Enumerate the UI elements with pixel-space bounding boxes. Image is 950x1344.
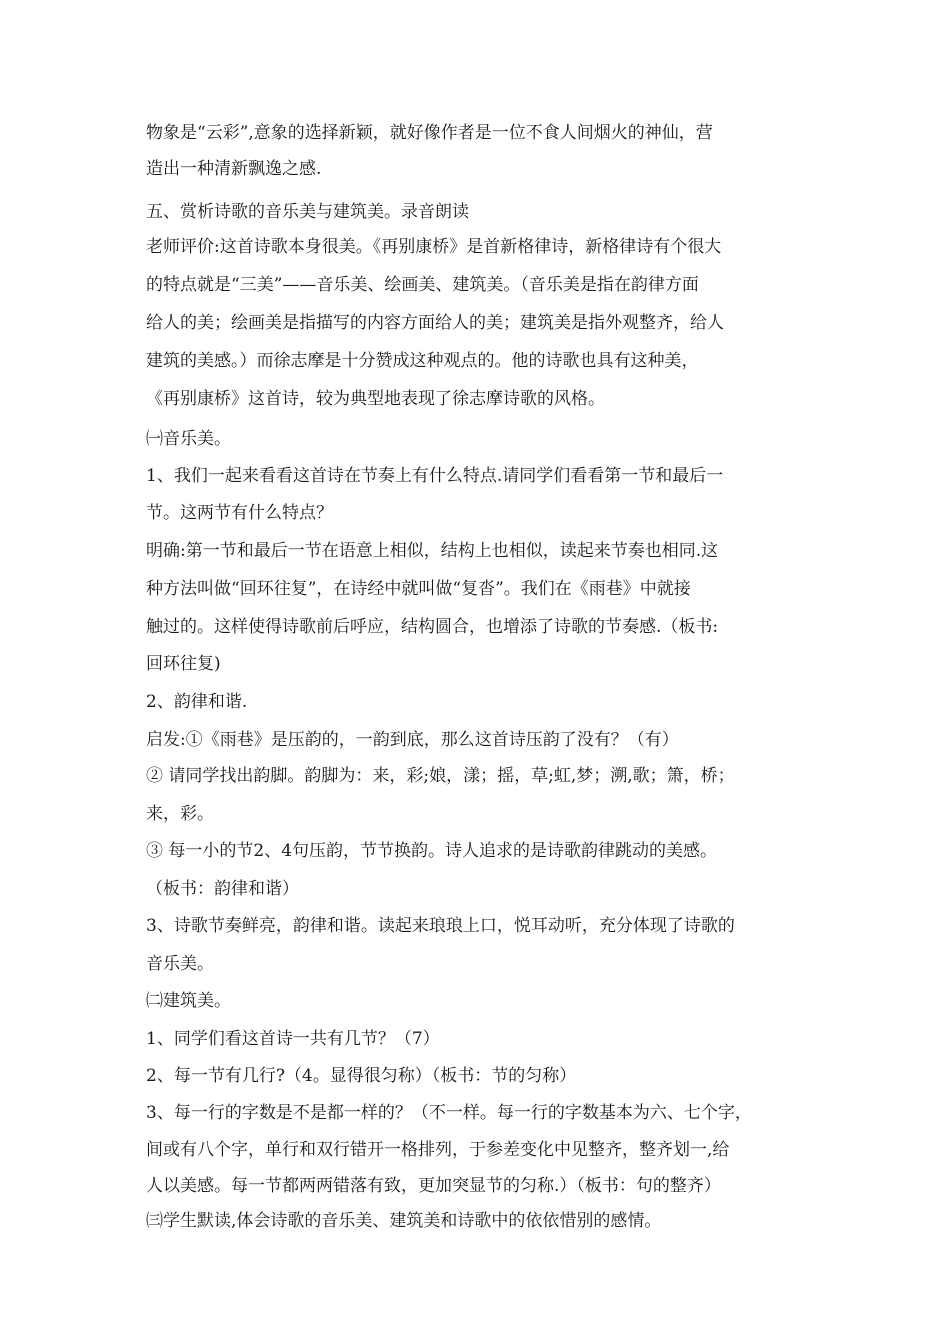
text-line: 来，彩。 [146,804,214,824]
subsection-heading: ㈠音乐美。 [146,429,231,449]
text-line: 2、每一节有几行?（4。显得很匀称）（板书：节的匀称） [146,1066,577,1086]
text-line: 启发:①《雨巷》是压韵的，一韵到底，那么这首诗压韵了没有？（有） [146,730,679,750]
text-line: 3、每一行的字数是不是都一样的？（不一样。每一行的字数基本为六、七个字， [146,1103,752,1123]
text-line: ② 请同学找出韵脚。韵脚为：来，彩;娘，漾；摇，草;虹,梦；溯,歌；箫，桥； [146,766,735,786]
text-line: 音乐美。 [146,954,214,974]
text-line: ③ 每一小的节2、4句压韵，节节换韵。诗人追求的是诗歌韵律跳动的美感。 [146,841,718,861]
text-line: 的特点就是“三美”——音乐美、绘画美、建筑美。（音乐美是指在韵律方面 [146,275,699,295]
text-line: （板书：韵律和谐） [146,879,299,899]
text-line: 《再别康桥》这首诗，较为典型地表现了徐志摩诗歌的风格。 [146,389,605,409]
section-heading: 五、赏析诗歌的音乐美与建筑美。录音朗读 [146,202,469,222]
text-line: 1、同学们看这首诗一共有几节？（7） [146,1029,440,1049]
text-line: 回环往复) [146,654,221,674]
text-line: 老师评价:这首诗歌本身很美。《再别康桥》是首新格律诗，新格律诗有个很大 [146,237,722,257]
text-line: 1、我们一起来看看这首诗在节奏上有什么特点.请同学们看看第一节和最后一 [146,466,724,486]
text-line: 造出一种清新飘逸之感. [146,159,322,179]
text-line: 3、诗歌节奏鲜亮，韵律和谐。读起来琅琅上口，悦耳动听，充分体现了诗歌的 [146,916,735,936]
text-line: 种方法叫做“回环往复”，在诗经中就叫做“复沓”。我们在《雨巷》中就接 [146,579,691,599]
subsection-heading: ㈢学生默读,体会诗歌的音乐美、建筑美和诗歌中的依依惜别的感情。 [146,1211,662,1231]
text-line: 触过的。这样使得诗歌前后呼应，结构圆合，也增添了诗歌的节奏感.（板书: [146,617,719,637]
text-line: 建筑的美感。）而徐志摩是十分赞成这种观点的。他的诗歌也具有这种美， [146,351,699,371]
text-line: 2、韵律和谐. [146,692,248,712]
text-line: 物象是“云彩”,意象的选择新颖，就好像作者是一位不食人间烟火的神仙，营 [146,123,713,143]
text-line: 间或有八个字，单行和双行错开一格排列，于参差变化中见整齐，整齐划一,给 [146,1140,730,1160]
text-line: 人以美感。每一节都两两错落有致，更加突显节的匀称.）（板书：句的整齐） [146,1176,721,1196]
text-line: 节。这两节有什么特点？ [146,503,333,523]
text-line: 明确:第一节和最后一节在语意上相似，结构上也相似，读起来节奏也相同.这 [146,541,719,561]
subsection-heading: ㈡建筑美。 [146,991,231,1011]
text-line: 给人的美；绘画美是指描写的内容方面给人的美；建筑美是指外观整齐，给人 [146,313,724,333]
